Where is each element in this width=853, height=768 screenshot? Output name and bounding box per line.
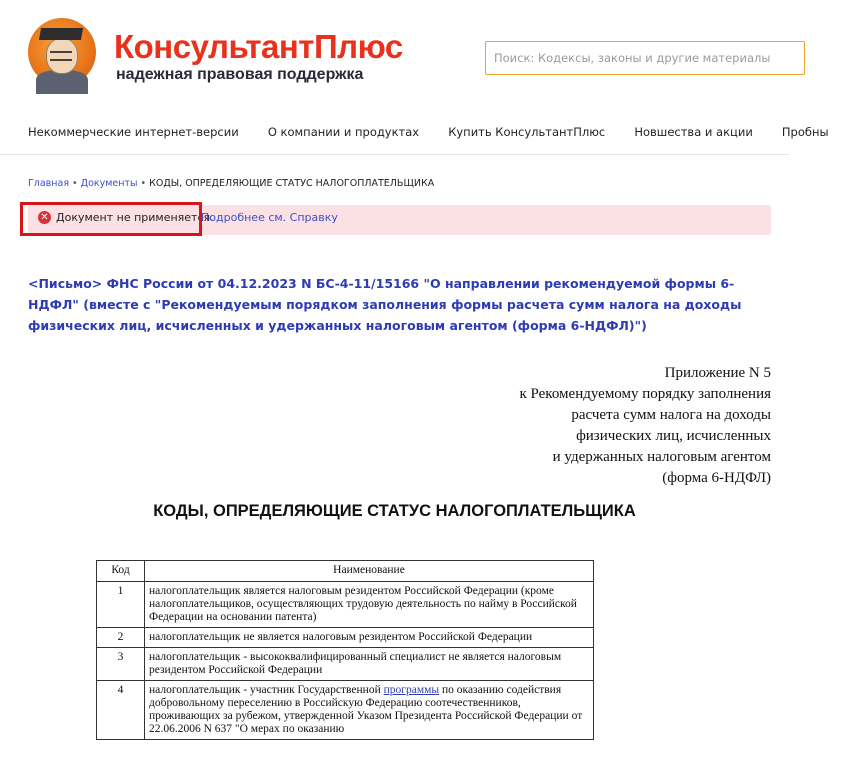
nav-item-about[interactable]: О компании и продуктах [267,125,420,139]
breadcrumb-separator: • [140,178,147,189]
row-description: налогоплательщик является налоговым резидентом Российской Федерации (кроме налогоплательщиков, осуществляющих трудовую деятельность по найму в Российской Федерации на основании патента) [145,582,594,628]
appendix-line: и удержанных налоговым агентом [552,449,771,465]
table-header-row [97,561,594,582]
table-row [97,681,594,740]
breadcrumb [28,178,434,189]
x-circle-icon: ✕ [38,211,51,224]
breadcrumb-home[interactable]: Главная [28,178,70,189]
main-nav [28,118,853,146]
row-code: 3 [97,648,145,681]
nav-item-buy[interactable]: Купить КонсультантПлюс [448,125,606,139]
row-text-before-link: налогоплательщик - участник Государственной [149,684,384,696]
row-text-after-link: по оказанию содействия добровольному переселению в Российскую Федерацию соотечественников, проживающих за рубежом, утвержденной Указом Президента Российской Федерации от 22.06.2006 N 637 "О мерах по оказанию [149,684,583,735]
appendix-line: к Рекомендуемому порядку заполнения [519,386,771,402]
section-heading: КОДЫ, ОПРЕДЕЛЯЮЩИЕ СТАТУС НАЛОГОПЛАТЕЛЬЩИКА [153,502,636,520]
nav-item-trial[interactable]: Пробны [781,125,829,139]
table-row [97,648,594,681]
row-code: 2 [97,628,145,648]
table-row [97,628,594,648]
appendix-line: расчета сумм налога на доходы [571,407,771,423]
breadcrumb-current: КОДЫ, ОПРЕДЕЛЯЮЩИЕ СТАТУС НАЛОГОПЛАТЕЛЬЩИКА [149,178,435,189]
logo-brand-text: КонсультантПлюс [114,28,403,65]
appendix-line: (форма 6-НДФЛ) [662,470,771,486]
alert-status-text: Документ не применяется. [56,211,214,224]
table-row [97,582,594,628]
document-title: <Письмо> ФНС России от 04.12.2023 N БС-4-11/15166 "О направлении рекомендуемой формы 6-НДФЛ" (вместе с "Рекомендуемым порядком заполнения формы расчета сумм налога на доходы физических лиц, исчисленных и удержанных налоговым агентом (форма 6-НДФЛ)") [28,276,742,333]
breadcrumb-separator: • [72,178,78,189]
appendix-line: физических лиц, исчисленных [576,428,771,444]
consultant-plus-logo[interactable] [28,18,403,88]
logo-mascot-icon [28,18,96,86]
row-description [145,681,594,740]
column-header-code: Код [97,561,145,582]
program-link[interactable]: программы [383,684,440,696]
breadcrumb-documents[interactable]: Документы [80,178,138,189]
row-description: налогоплательщик не является налоговым резидентом Российской Федерации [145,628,594,648]
appendix-line: Приложение N 5 [664,365,771,381]
site-header [0,0,789,112]
nav-divider [0,154,789,155]
row-code: 1 [97,582,145,628]
logo-tagline: надежная правовая поддержка [116,66,364,83]
column-header-name: Наименование [145,561,594,582]
alert-help-link[interactable]: Подробнее см. Справку [201,211,338,224]
appendix-caption [519,363,771,489]
search-input[interactable] [485,41,805,75]
nav-item-news[interactable]: Новшества и акции [634,125,753,139]
row-description: налогоплательщик - высококвалифицированный специалист не является налоговым резидентом Российской Федерации [145,648,594,681]
alert-highlight-box [20,202,202,236]
nav-item-noncommercial[interactable]: Некоммерческие интернет-версии [28,125,239,139]
status-codes-table [96,560,594,740]
row-code: 4 [97,681,145,740]
